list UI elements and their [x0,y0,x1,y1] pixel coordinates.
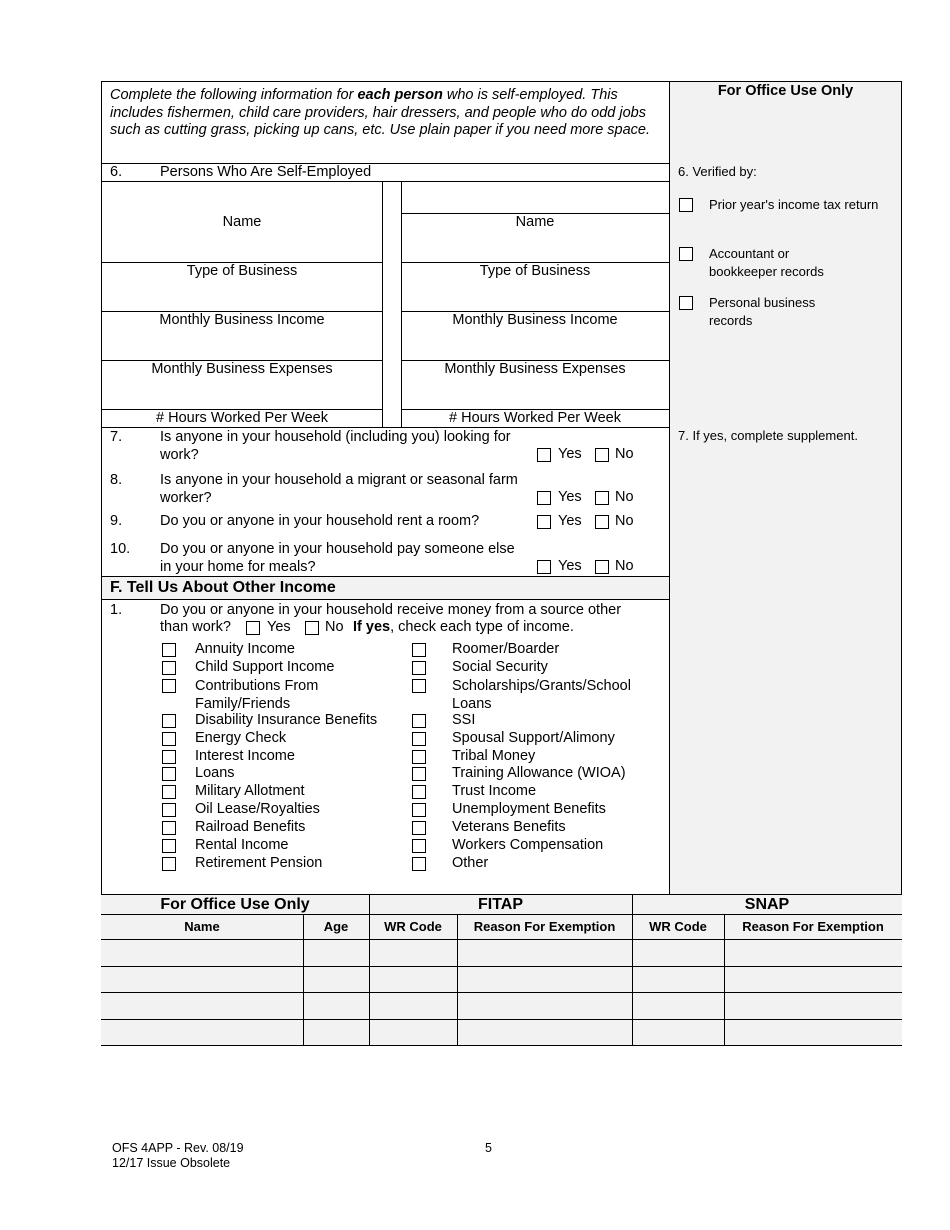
income-training-label: Training Allowance (WIOA) [452,765,626,781]
income-training-checkbox[interactable] [412,767,426,781]
q7-no-checkbox[interactable] [595,448,609,462]
q9-no-checkbox[interactable] [595,515,609,529]
income-retirement-label: Retirement Pension [195,855,323,871]
income-energy-check-checkbox[interactable] [162,732,176,746]
income-ssi-checkbox[interactable] [412,714,426,728]
q10-yes-checkbox[interactable] [537,560,551,574]
f-q1-line1: Do you or anyone in your household receive money from a source other [160,602,622,618]
snap-header: SNAP [744,896,790,913]
section-f-heading: F. Tell Us About Other Income [110,579,336,596]
income-oil-lease-checkbox[interactable] [162,803,176,817]
income-loans-label: Loans [195,765,235,781]
income-oil-lease-label: Oil Lease/Royalties [195,801,320,817]
q7-number: 7. [110,429,123,445]
income-annuity-checkbox[interactable] [162,643,176,657]
income-tribal-label: Tribal Money [452,748,536,764]
income-spousal-support-checkbox[interactable] [412,732,426,746]
person2-expenses-label: Monthly Business Expenses [444,361,626,377]
income-railroad-label: Railroad Benefits [195,819,306,835]
person2-hours-label: # Hours Worked Per Week [449,410,621,426]
q10-yes-label: Yes [558,558,582,574]
f-q1-yes-checkbox[interactable] [246,621,260,635]
income-veterans-label: Veterans Benefits [452,819,566,835]
f-q1-number: 1. [110,602,123,618]
fitap-header: FITAP [477,896,524,913]
col-fitap-reason-header: Reason For Exemption [473,919,616,934]
q10-no-label: No [615,558,634,574]
person1-name-field[interactable] [102,182,382,213]
f-q1-instruction: If yes, check each type of income. [353,619,574,635]
q7-yes-label: Yes [558,446,582,462]
verify-accountant-checkbox[interactable] [679,247,693,261]
income-ssi-label: SSI [452,712,476,728]
income-other-checkbox[interactable] [412,857,426,871]
income-veterans-checkbox[interactable] [412,821,426,835]
income-workers-comp-label: Workers Compensation [452,837,604,853]
income-child-support-label: Child Support Income [195,659,335,675]
col-fitap-wr-code-header: WR Code [384,919,442,934]
q9-yes-checkbox[interactable] [537,515,551,529]
col-snap-reason-header: Reason For Exemption [742,919,884,934]
income-disability-label: Disability Insurance Benefits [195,712,378,728]
income-unemployment-label: Unemployment Benefits [452,801,606,817]
person2-name-field[interactable] [402,182,668,213]
verify-tax-return-label: Prior year's income tax return [709,197,879,212]
income-trust-label: Trust Income [452,783,537,799]
income-annuity-label: Annuity Income [195,641,295,657]
q9-number: 9. [110,513,123,529]
verify-personal-records-checkbox[interactable] [679,296,693,310]
verify-accountant-label: Accountant or bookkeeper records [709,246,824,279]
person1-income-label: Monthly Business Income [159,312,325,328]
obsolete-notice: 12/17 Issue Obsolete [112,1156,231,1170]
q10-no-checkbox[interactable] [595,560,609,574]
q7-text: Is anyone in your household (including you) looking for work? [160,429,511,463]
q8-number: 8. [110,472,123,488]
q8-text: Is anyone in your household a migrant or seasonal farm worker? [160,472,518,506]
person1-name-label: Name [222,214,262,230]
income-scholarships-label: Scholarships/Grants/School Loans [452,678,631,712]
q6-number: 6. [110,164,123,180]
income-spousal-support-label: Spousal Support/Alimony [452,730,615,746]
q7-yes-checkbox[interactable] [537,448,551,462]
q9-yes-label: Yes [558,513,582,529]
income-railroad-checkbox[interactable] [162,821,176,835]
person1-expenses-label: Monthly Business Expenses [151,361,333,377]
q10-number: 10. [110,541,131,557]
income-rental-checkbox[interactable] [162,839,176,853]
income-other-label: Other [452,855,489,871]
q6-label: Persons Who Are Self-Employed [160,164,372,180]
f-q1-no-checkbox[interactable] [305,621,319,635]
income-military-label: Military Allotment [195,783,305,799]
f-q1-yes-label: Yes [267,619,291,635]
person1-business-label: Type of Business [186,263,298,279]
verify-personal-records-label: Personal business records [709,295,816,328]
q8-no-label: No [615,489,634,505]
income-disability-checkbox[interactable] [162,714,176,728]
income-social-security-label: Social Security [452,659,548,675]
income-trust-checkbox[interactable] [412,785,426,799]
income-social-security-checkbox[interactable] [412,661,426,675]
q8-yes-label: Yes [558,489,582,505]
income-workers-comp-checkbox[interactable] [412,839,426,853]
verified-by-label: 6. Verified by: [678,164,757,179]
office-use-title: For Office Use Only [717,83,854,99]
income-roomer-checkbox[interactable] [412,643,426,657]
income-interest-label: Interest Income [195,748,295,764]
form-id: OFS 4APP - Rev. 08/19 [112,1141,244,1155]
q9-text: Do you or anyone in your household rent a room? [160,513,480,529]
q8-no-checkbox[interactable] [595,491,609,505]
income-tribal-checkbox[interactable] [412,750,426,764]
income-loans-checkbox[interactable] [162,767,176,781]
self-employed-instructions: Complete the following information for each person who is self-employed. This includes fishermen, child care providers, hair dressers, and people who do odd jobs such as cutting grass, picking up cans, etc. Use plain paper if you need more space. [110,87,651,138]
q7-no-label: No [615,446,634,462]
col-age-header: Age [323,919,349,934]
q10-text: Do you or anyone in your household pay someone else in your home for meals? [160,541,515,575]
q8-yes-checkbox[interactable] [537,491,551,505]
person2-income-label: Monthly Business Income [452,312,618,328]
verify-tax-return-checkbox[interactable] [679,198,693,212]
income-child-support-checkbox[interactable] [162,661,176,675]
income-scholarships-checkbox[interactable] [412,679,426,693]
income-energy-check-label: Energy Check [195,730,287,746]
office-table-title: For Office Use Only [160,896,310,913]
person2-name-label: Name [515,214,555,230]
income-contributions-checkbox[interactable] [162,679,176,693]
person2-business-label: Type of Business [479,263,591,279]
q9-no-label: No [615,513,634,529]
f-q1-no-label: No [325,619,344,635]
income-roomer-label: Roomer/Boarder [452,641,560,657]
income-contributions-label: Contributions From Family/Friends [195,678,319,712]
income-unemployment-checkbox[interactable] [412,803,426,817]
person1-hours-label: # Hours Worked Per Week [156,410,328,426]
page-number: 5 [485,1141,492,1155]
income-military-checkbox[interactable] [162,785,176,799]
office-table [101,895,902,1046]
col-snap-wr-code-header: WR Code [649,919,707,934]
f-q1-than-work: than work? [160,619,231,635]
income-rental-label: Rental Income [195,837,289,853]
income-interest-checkbox[interactable] [162,750,176,764]
col-name-header: Name [184,919,220,934]
income-retirement-checkbox[interactable] [162,857,176,871]
q7-office-note: 7. If yes, complete supplement. [678,428,858,443]
